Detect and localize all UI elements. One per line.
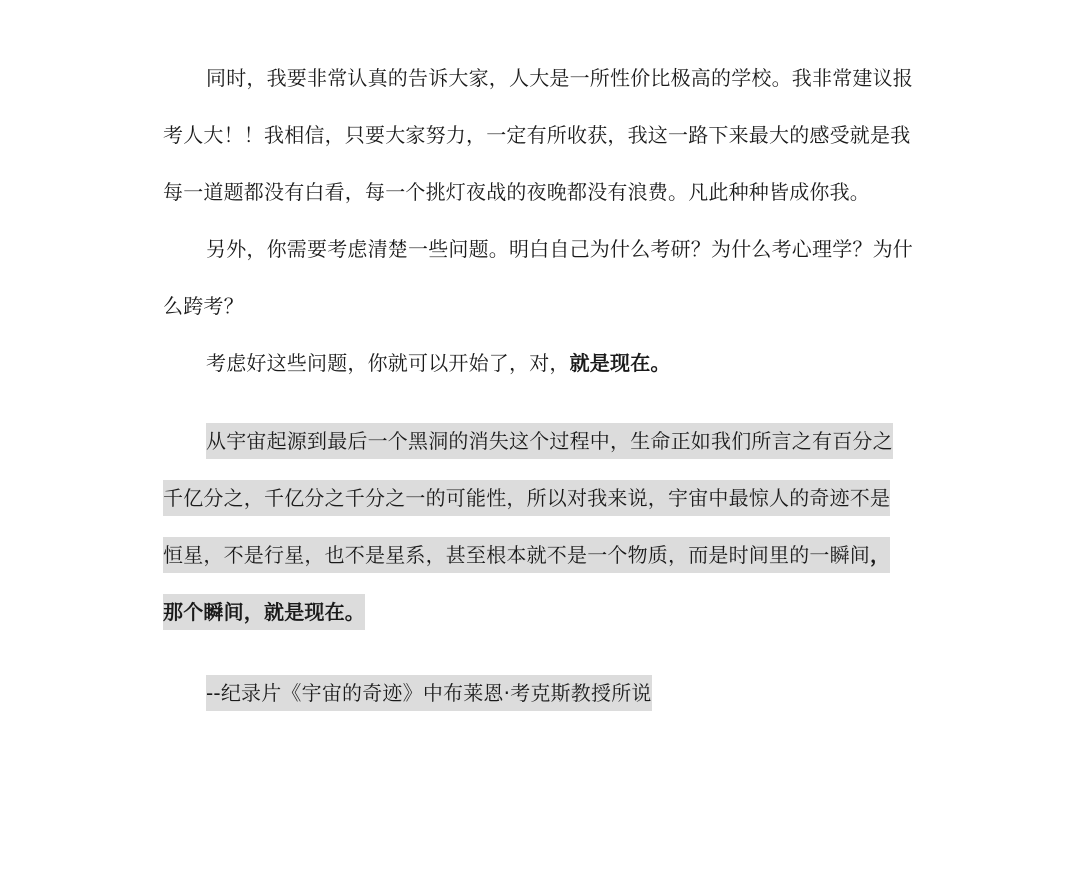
quote-source	[163, 665, 923, 722]
paragraph-recommend-renda	[163, 50, 917, 221]
source-highlight: --纪录片《宇宙的奇迹》中布莱恩·考克斯教授所说	[206, 675, 652, 711]
emphasis-now: 就是现在。	[569, 351, 671, 375]
quote-highlight	[163, 423, 893, 630]
paragraph-text: 考虑好这些问题，你就可以开始了，对，	[206, 351, 570, 375]
spacer	[163, 392, 923, 413]
quote-text: 从宇宙起源到最后一个黑洞的消失这个过程中，生命正如我们所言之有百分之千亿分之，千亿分之千分之一的可能性，所以对我来说，宇宙中最惊人的奇迹不是恒星，不是行星，也不是星系，甚至根本就不是一个物质，而是时间里的一瞬间	[163, 429, 893, 567]
highlighted-quote	[163, 413, 905, 641]
quote-emphasis: ，那个瞬间，就是现在。	[163, 543, 891, 624]
paragraph-start-now	[163, 335, 917, 392]
paragraph-questions	[163, 221, 917, 335]
paragraph-text: 同时，我要非常认真的告诉大家，人大是一所性价比极高的学校。我非常建议报考人大！！我相信，只要大家努力，一定有所收获，我这一路下来最大的感受就是我每一道题都没有白看，每一个挑灯夜战的夜晚都没有浪费。凡此种种皆成你我。	[163, 66, 913, 204]
paragraph-text: 另外，你需要考虑清楚一些问题。明白自己为什么考研？为什么考心理学？为什么跨考？	[163, 237, 913, 318]
spacer	[163, 641, 923, 665]
document-body	[163, 50, 923, 722]
